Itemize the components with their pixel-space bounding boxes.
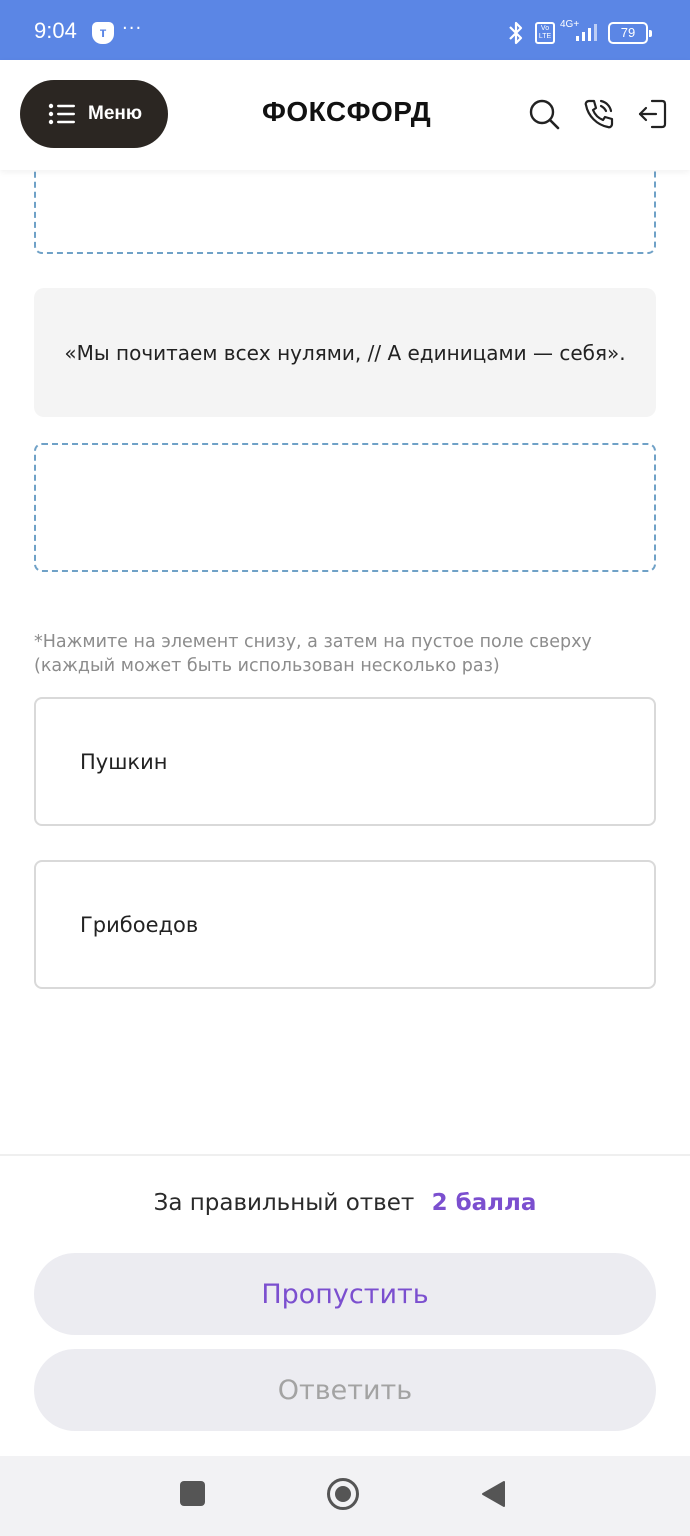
battery-icon: 79 xyxy=(608,22,648,44)
option-label: Пушкин xyxy=(80,749,168,774)
skip-button[interactable]: Пропустить xyxy=(34,1253,656,1335)
logout-icon[interactable] xyxy=(636,97,670,131)
menu-button[interactable] xyxy=(20,80,168,148)
instruction-hint: *Нажмите на элемент снизу, а затем на пустое поле сверху (каждый может быть использован несколько раз) xyxy=(34,632,592,676)
phone-icon[interactable] xyxy=(582,97,616,131)
option-label: Грибоедов xyxy=(80,912,199,937)
volte-icon: Vo LTE xyxy=(535,22,555,44)
back-icon[interactable] xyxy=(480,1480,506,1508)
points-info xyxy=(0,1190,690,1216)
drop-zone-answer[interactable] xyxy=(34,443,656,572)
menu-label: Меню xyxy=(88,103,143,124)
status-bar xyxy=(0,0,690,60)
bluetooth-icon xyxy=(505,19,527,47)
home-icon[interactable] xyxy=(326,1477,360,1511)
menu-list-icon xyxy=(48,103,76,125)
signal-icon xyxy=(574,22,600,42)
footer-divider xyxy=(0,1154,690,1156)
app-notification-icon: т xyxy=(92,22,114,44)
recents-icon[interactable] xyxy=(180,1481,205,1506)
system-nav-bar xyxy=(0,1456,690,1536)
header xyxy=(0,60,690,170)
option-card[interactable] xyxy=(34,860,656,989)
points-value: 2 балла xyxy=(431,1190,537,1216)
network-type: 4G+ xyxy=(560,19,580,30)
search-icon[interactable] xyxy=(527,97,561,131)
points-label: За правильный ответ xyxy=(153,1190,415,1216)
option-card[interactable] xyxy=(34,697,656,826)
answer-button[interactable]: Ответить xyxy=(34,1349,656,1431)
quote-card xyxy=(34,288,656,417)
more-notifications-icon: ··· xyxy=(122,18,143,39)
brand-logo[interactable]: ФОКСФОРД xyxy=(262,96,432,127)
status-time: 9:04 xyxy=(34,18,77,43)
quote-text: «Мы почитаем всех нулями, // А единицами — себя». xyxy=(64,340,626,365)
